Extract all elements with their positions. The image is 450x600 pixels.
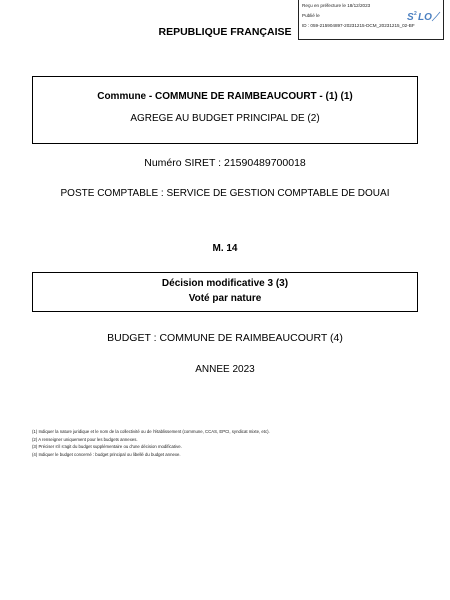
budget-name: BUDGET : COMMUNE DE RAIMBEAUCOURT (4)	[107, 332, 343, 344]
footnote: (4) Indiquer le budget concerné : budget principal ou libellé du budget annexe.	[32, 451, 181, 457]
footnotes	[32, 428, 422, 458]
nomenclature-label: M. 14	[212, 243, 238, 254]
siret-number: Numéro SIRET : 21590489700018	[144, 157, 306, 169]
poste-comptable: POSTE COMPTABLE : SERVICE DE GESTION COMPTABLE DE DOUAI	[60, 188, 390, 199]
footnote: (1) Indiquer la nature juridique et le nom de la collectivité ou de l'établissement (commune, CCAS, EPCI, syndicat mixte, etc).	[32, 429, 270, 434]
decision-modificative: Décision modificative 3 (3)	[161, 278, 289, 289]
stamp-id: ID : 059-215904897-20231215-DCM_20231215_02-BF	[302, 23, 415, 28]
footnote: (2) A renseigner uniquement pour les budgets annexes.	[32, 436, 138, 442]
svg-text:2: 2	[414, 11, 417, 17]
year-label: ANNEE 2023	[195, 364, 255, 375]
commune-name: Commune - COMMUNE DE RAIMBEAUCOURT - (1) (1)	[97, 91, 353, 102]
svg-text:LO: LO	[418, 12, 432, 23]
republic-heading: REPUBLIQUE FRANÇAISE	[158, 26, 292, 38]
agrege-line: AGREGE AU BUDGET PRINCIPAL DE (2)	[130, 113, 320, 124]
svg-text:S: S	[407, 12, 414, 23]
stamp-received-date: Reçu en préfecture le 18/12/2023	[302, 3, 371, 8]
s2lo-logo-icon	[405, 8, 441, 24]
footnote: (3) Préciser s'il s'agit du budget supplémentaire ou d'une décision modificative.	[32, 444, 182, 449]
vote-mode: Voté par nature	[188, 293, 262, 304]
stamp-published: Publié le	[302, 13, 320, 18]
identity-box	[32, 76, 418, 144]
